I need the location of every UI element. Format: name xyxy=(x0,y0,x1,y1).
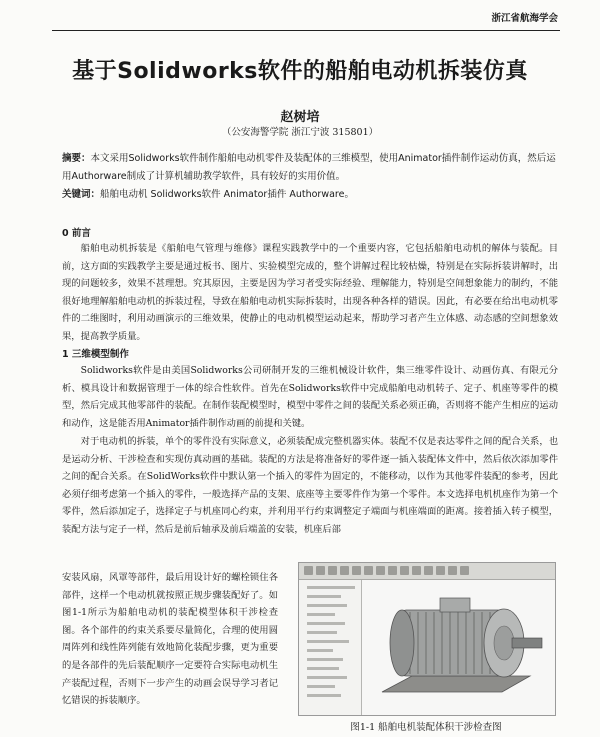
modeling-paragraph-3: 安装风扇，风罩等部件，最后用设计好的螺栓锁住各部件，这样一个电动机就按照正规步骤装配好了。如图1-1所示为船舶电动机的装配模型体积干涉检查图。各个部件的约束关系要尽量简化，合理的使用圆周阵列和线性阵列能有效地简化装配步骤，更为重要的是各部件的先后装配顺序一定要符合实际电动机生产装配过程，否则下一步产生的动画会误导学习者记忆错误的拆装顺序。 xyxy=(62,572,278,707)
section-heading-modeling: 1 三维模型制作 xyxy=(62,349,129,360)
abstract-text: 本文采用Solidworks软件制作船舶电动机零件及装配体的三维模型，使用Animator插件制作运动仿真，然后运用Authorware制成了计算机辅助教学软件，具有较好的实用价值。 xyxy=(62,153,556,182)
figure-interference-check xyxy=(298,562,556,716)
figure-3d-view xyxy=(362,580,555,715)
figure-caption: 图1-1 船舶电机装配体积干涉检查图 xyxy=(350,722,502,733)
abstract-label: 摘要： xyxy=(62,153,91,164)
header-rule xyxy=(52,30,560,31)
abstract xyxy=(62,150,558,186)
modeling-paragraph-1: Solidworks软件是由美国Solidworks公司研制开发的三维机械设计软件，集三维零件设计、动画仿真、有限元分析、模具设计和数据管理于一体的综合性软件。首先在Solidworks软件中完成船舶电动机转子、定子、机座等零件的模型，然后完成其他零部件的装配。在制作装配模型时，模型中零件之间的装配关系必须正确，否则将不能产生相应的运动和动作，这是能否用Animator插件制作动画的前提和关键。 xyxy=(62,365,558,429)
intro-paragraph: 船舶电动机拆装是《船舶电气管理与维修》课程实践教学中的一个重要内容，它包括船舶电动机的解体与装配。目前，这方面的实践教学主要是通过板书、图片、实验模型完成的，整个讲解过程比较枯燥，特别是在实际拆装讲解时，出现的问题较多，效果不甚理想。究其原因，主要是因为学习者受实际经验、理解能力，特别是空间想象能力的制约，不能很好地理解船舶电动机的拆装过程，导致在船舶电动机实际拆装时，出现各种各样的错误。因此，有必要在给出电动机零件的二维图时，利用动画演示的三维效果，使静止的电动机模型运动起来，帮助学习者产生立体感、动态感的空间想象效果，提高教学质量。 xyxy=(62,243,558,342)
affiliation: （公安海警学院 浙江宁波 315801） xyxy=(221,127,379,138)
figure-toolbar xyxy=(299,563,555,580)
journal-header: 浙江省航海学会 xyxy=(491,13,558,24)
paper-title: 基于Solidworks软件的船舶电动机拆装仿真 xyxy=(72,59,528,84)
abstract-block xyxy=(62,150,558,204)
motor-model-icon xyxy=(362,580,554,714)
modeling-paragraph-2: 对于电动机的拆装，单个的零件没有实际意义，必须装配成完整机器实体。装配不仅是表达零件之间的配合关系，也是运动分析、干涉检查和实现仿真动画的基础。装配的方法是将准备好的零件逐一插入装配体文件中，然后依次添加零件之间的配合关系。在SolidWorks软件中默认第一个插入的零件为固定的，不能移动，以作为其他零件装配的参考，因此必须仔细考虑第一个插入的零件，一般选择产品的支架、底座等主要零件作为第一个零件。本文选择电机机座作为第一个零件，然后添加定子，选择定子与机座同心约束，并利用平行约束调整定子端面与机座端面的距离。接着插入转子模型，装配方法与定子一样，然后是前后轴承及前后端盖的安装，机座后部 xyxy=(62,436,558,535)
keywords-text: 船舶电动机 Solidworks软件 Animator插件 Authorware。 xyxy=(100,189,354,200)
figure-feature-tree xyxy=(299,580,362,715)
keywords xyxy=(62,186,558,204)
section-heading-intro: 0 前言 xyxy=(62,228,91,239)
author-name: 赵树培 xyxy=(280,110,320,125)
keywords-label: 关键词： xyxy=(62,189,101,200)
